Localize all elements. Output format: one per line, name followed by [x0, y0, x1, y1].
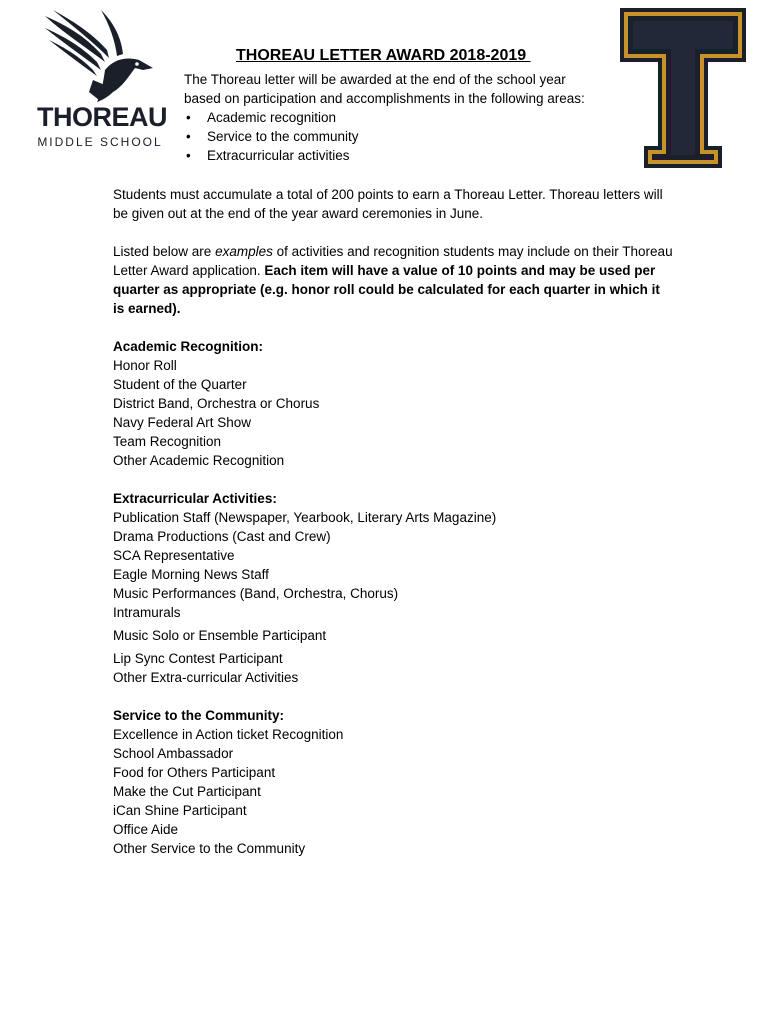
emphasis-text: examples: [215, 244, 273, 259]
bold-text: Each item will have a value of 10 points and may be used per quarter as appropriate (e.g. honor roll could be calculated for each quarter in which it is earned).: [113, 263, 660, 316]
list-item: Student of the Quarter: [113, 377, 247, 392]
academic-section: [113, 337, 673, 470]
school-logo: [33, 10, 165, 152]
list-item: Navy Federal Art Show: [113, 415, 252, 430]
text-run: of activities and recognition students may include on their Thoreau Letter Award application.: [113, 244, 673, 278]
list-item: Drama Productions (Cast and Crew): [113, 529, 331, 544]
list-item: • Academic recognition: [184, 108, 604, 127]
list-item: School Ambassador: [113, 746, 234, 761]
list-item: Publication Staff (Newspaper, Yearbook, Literary Arts Magazine): [113, 510, 497, 525]
list-item: Make the Cut Participant: [113, 784, 261, 799]
list-item: iCan Shine Participant: [113, 803, 247, 818]
list-item: Food for Others Participant: [113, 765, 276, 780]
section-heading: Academic Recognition:: [113, 339, 264, 354]
list-item: Other Academic Recognition: [113, 453, 285, 468]
list-item: Music Solo or Ensemble Participant: [113, 628, 327, 643]
list-item: Office Aide: [113, 822, 179, 837]
extracurricular-section: [113, 489, 673, 687]
page-title: THOREAU LETTER AWARD 2018-2019: [236, 47, 531, 64]
list-item: Other Extra-curricular Activities: [113, 670, 299, 685]
text-run: Listed below are: [113, 244, 216, 259]
list-item: SCA Representative: [113, 548, 235, 563]
service-section: [113, 706, 673, 858]
points-paragraph: Students must accumulate a total of 200 points to earn a Thoreau Letter. Thoreau letters will be given out at the end of the year award ceremonies in June.: [113, 187, 663, 221]
list-item: Music Performances (Band, Orchestra, Chorus): [113, 586, 399, 601]
letter-t-logo: [618, 6, 748, 175]
list-item: District Band, Orchestra or Chorus: [113, 396, 320, 411]
list-item: Honor Roll: [113, 358, 177, 373]
list-item: Excellence in Action ticket Recognition: [113, 727, 344, 742]
eagle-icon: [43, 10, 155, 102]
examples-paragraph: [113, 242, 673, 318]
list-item: Intramurals: [113, 605, 181, 620]
list-item: • Extracurricular activities: [184, 146, 604, 165]
list-item: Other Service to the Community: [113, 841, 306, 856]
section-heading: Extracurricular Activities:: [113, 491, 277, 506]
intro-section: [184, 70, 604, 165]
intro-text: The Thoreau letter will be awarded at the end of the school year based on participation and accomplishments in the following areas:: [184, 72, 585, 106]
list-item: Lip Sync Contest Participant: [113, 651, 283, 666]
school-name: THOREAU: [37, 102, 167, 132]
section-heading: Service to the Community:: [113, 708, 285, 723]
school-subtitle: MIDDLE SCHOOL: [37, 135, 163, 149]
list-item: • Service to the community: [184, 127, 604, 146]
intro-bullet-list: [184, 108, 604, 165]
document-body: [113, 185, 673, 877]
letter-t-icon: [618, 6, 748, 170]
list-item: Eagle Morning News Staff: [113, 567, 269, 582]
list-item: Team Recognition: [113, 434, 222, 449]
